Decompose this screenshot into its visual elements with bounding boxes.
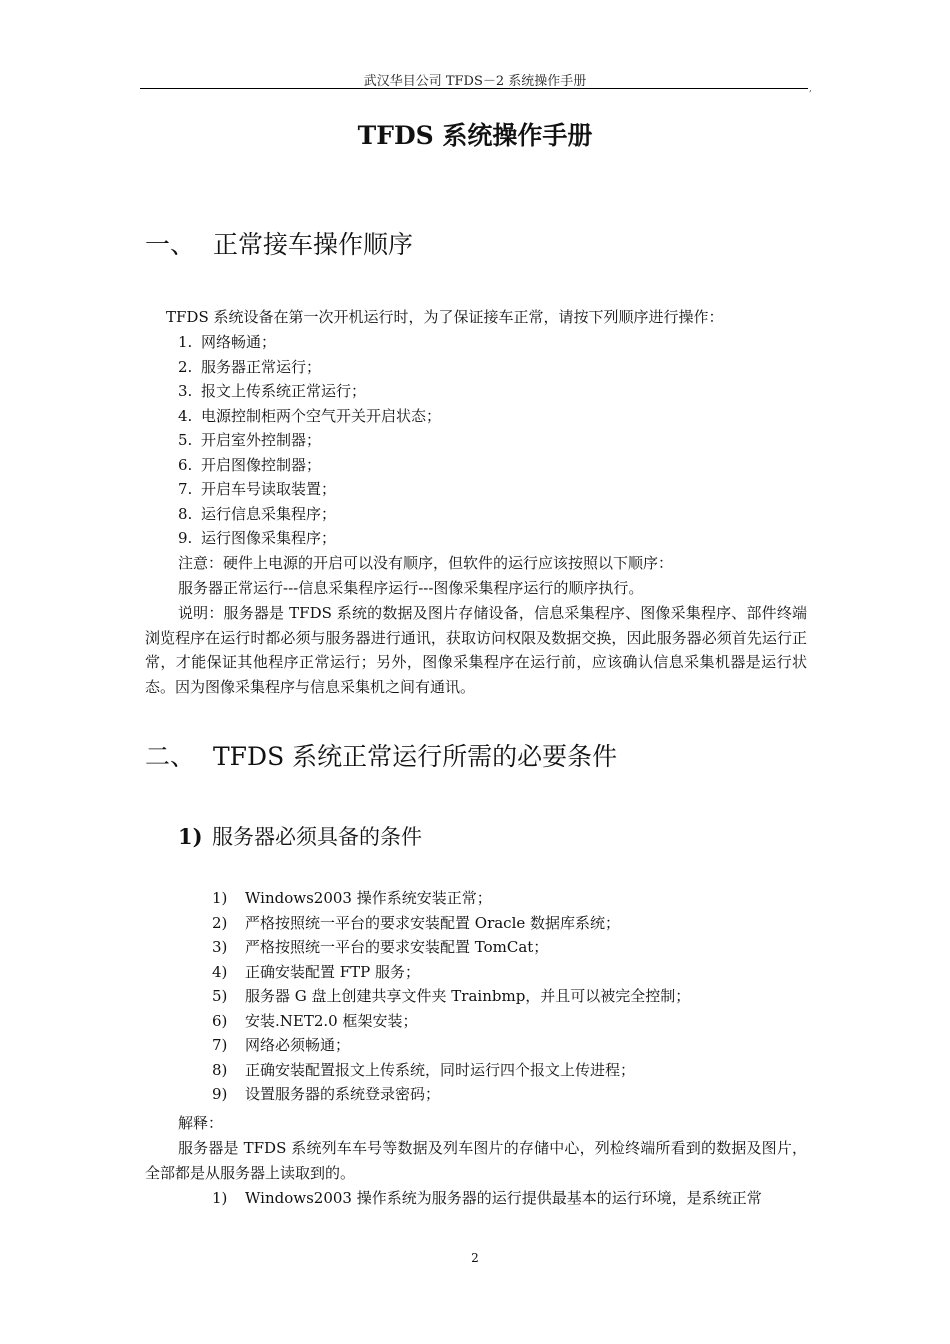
list-item: 3) 严格按照统一平台的要求安装配置 TomCat； [212, 938, 549, 956]
section-2-heading [145, 737, 617, 773]
document-title: TFDS 系统操作手册 [357, 121, 593, 150]
startup-order: 服务器正常运行---信息采集程序运行---图像采集程序运行的顺序执行。 [178, 579, 644, 597]
list-item: 8) 正确安装配置报文上传系统，同时运行四个报文上传进程； [212, 1060, 636, 1079]
startup-explanation: 说明：服务器是 TFDS 系统的数据及图片存储设备，信息采集程序、图像采集程序、部件终端浏览程序在运行时都必须与服务器进行通讯，获取访问权限及数据交换，因此服务器必须首先运行正常，才能保证其他程序正常运行；另外，图像采集程序在运行前，应该确认信息采集机器是运行状态。因为图像采集程序与信息采集机之间有通讯。 [145, 604, 807, 696]
server-requirements-list [212, 886, 690, 1107]
subsection-1-title: 服务器必须具备的条件 [212, 825, 422, 849]
section-1-title: 正常接车操作顺序 [213, 230, 414, 259]
list-item: 7) 网络必须畅通； [212, 1036, 351, 1054]
list-item: 7. 开启车号读取装置； [178, 480, 337, 498]
explain-label: 解释： [178, 1114, 224, 1132]
header-rule [140, 88, 808, 89]
startup-note: 注意：硬件上电源的开启可以没有顺序，但软件的运行应该按照以下顺序： [178, 554, 674, 572]
list-item: 5. 开启室外控制器； [178, 431, 322, 449]
section-2-number: 二、 [145, 742, 196, 771]
section-1-number: 一、 [145, 230, 196, 259]
page-header: 武汉华目公司 TFDS－2 系统操作手册 [363, 74, 587, 89]
section-1-intro: TFDS 系统设备在第一次开机运行时，为了保证接车正常，请按下列顺序进行操作： [166, 308, 724, 326]
detail-number: 1) [212, 1189, 228, 1207]
list-item: 4) 正确安装配置 FTP 服务； [212, 962, 421, 981]
detail-item [212, 1186, 762, 1211]
list-item: 5) 服务器 G 盘上创建共享文件夹 Trainbmp，并且可以被完全控制； [212, 987, 691, 1005]
list-item: 4. 电源控制柜两个空气开关开启状态； [178, 406, 442, 425]
list-item: 1. 网络畅通； [178, 333, 277, 351]
header-mark: , [809, 84, 812, 94]
section-1-heading [145, 225, 413, 261]
list-item: 9) 设置服务器的系统登录密码； [212, 1085, 441, 1103]
server-explanation: 服务器是 TFDS 系统列车车号等数据及列车图片的存储中心，列检终端所看到的数据及图片，全部都是从服务器上读取到的。 [145, 1139, 807, 1182]
list-item: 9. 运行图像采集程序； [178, 529, 337, 547]
detail-text: Windows2003 操作系统为服务器的运行提供最基本的运行环境，是系统正常 [245, 1189, 762, 1207]
list-item: 6) 安装.NET2.0 框架安装； [212, 1011, 418, 1030]
startup-steps-list [178, 330, 441, 551]
section-2-title: TFDS 系统正常运行所需的必要条件 [213, 742, 618, 771]
list-item: 1) Windows2003 操作系统安装正常； [212, 889, 492, 907]
list-item: 2. 服务器正常运行； [178, 357, 322, 376]
subsection-1-number: 1) [178, 824, 203, 849]
page-number: 2 [471, 1251, 479, 1265]
list-item: 2) 严格按照统一平台的要求安装配置 Oracle 数据库系统； [212, 913, 621, 932]
list-item: 6. 开启图像控制器； [178, 455, 322, 474]
list-item: 8. 运行信息采集程序； [178, 504, 337, 523]
list-item: 3. 报文上传系统正常运行； [178, 382, 367, 400]
subsection-1-heading [178, 821, 422, 851]
